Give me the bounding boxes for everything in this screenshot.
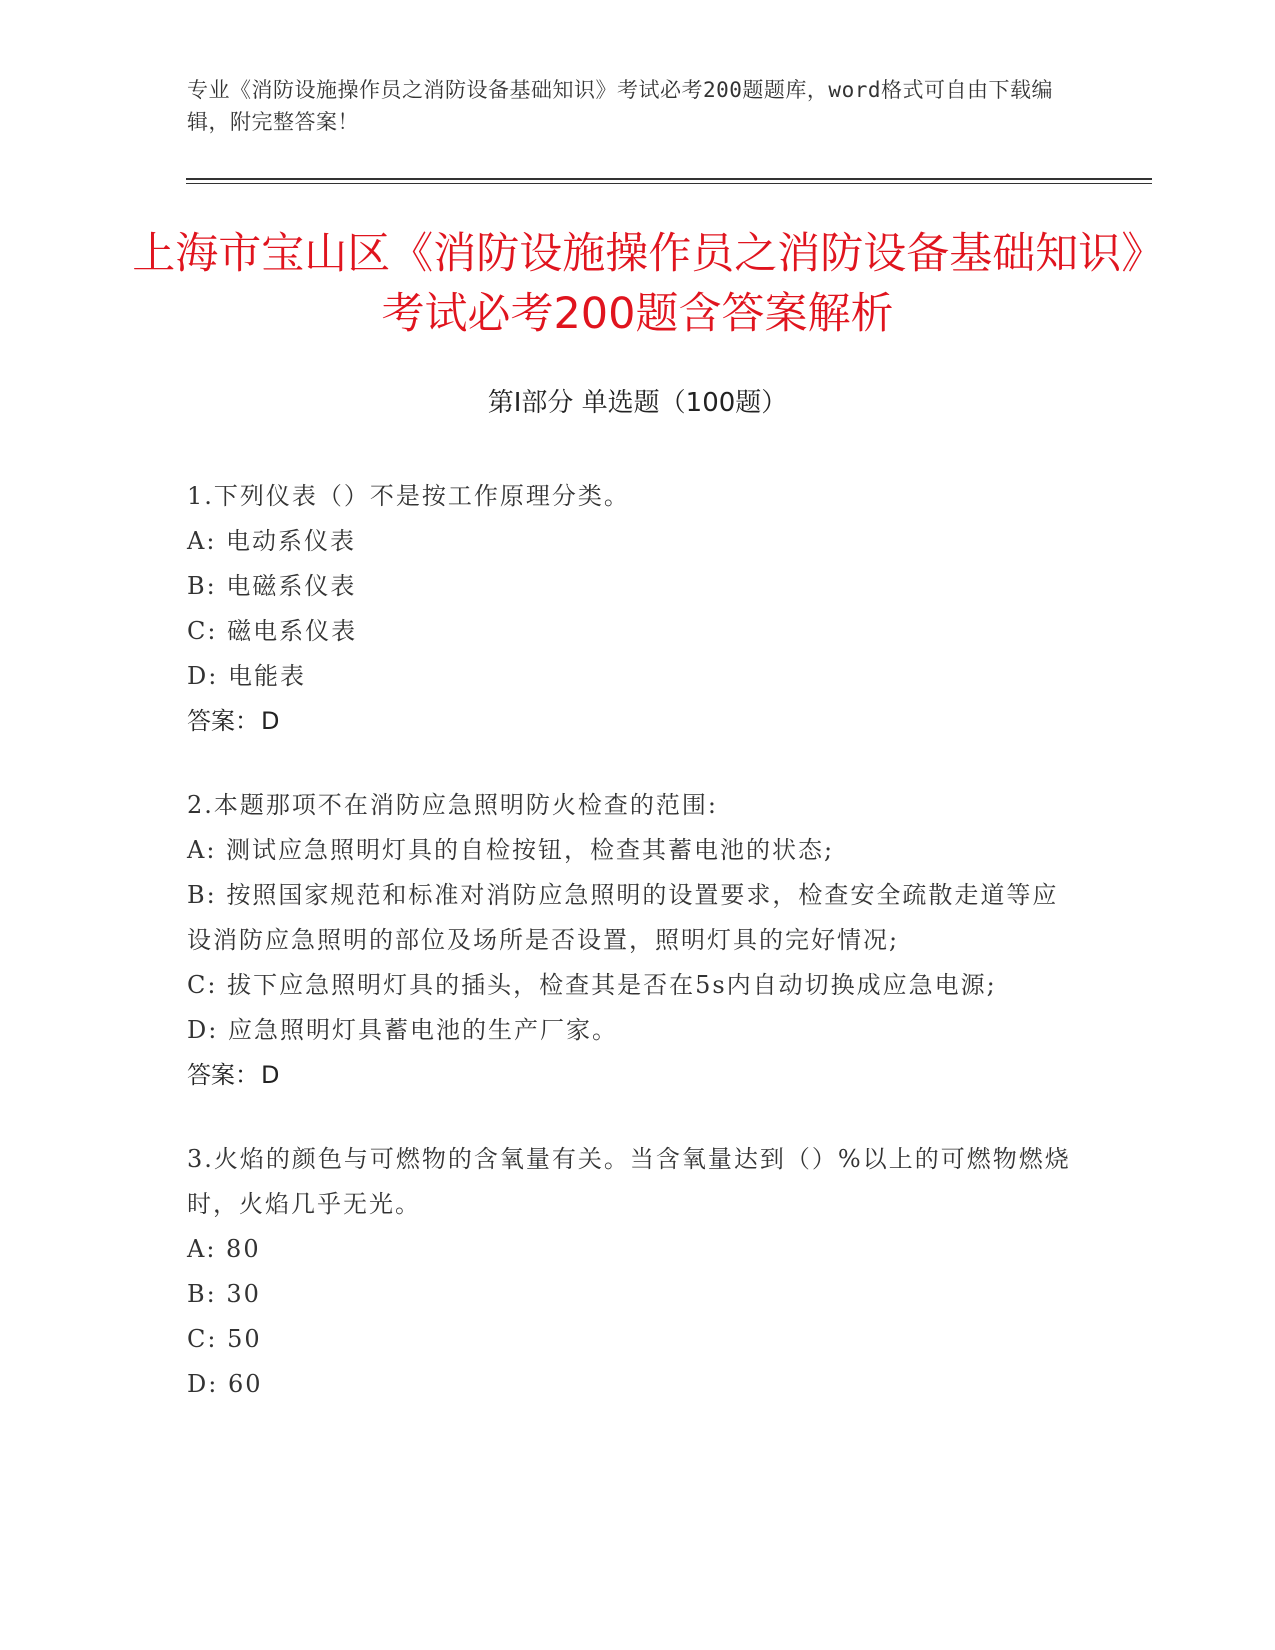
option-c: C: 50	[187, 1325, 262, 1353]
header-note: 专业《消防设施操作员之消防设备基础知识》考试必考200题题库，word格式可自由下载编辑，附完整答案！	[187, 78, 1053, 134]
answer-value: D	[261, 707, 280, 735]
answer-line	[187, 699, 1077, 744]
option-b: B: 30	[187, 1280, 261, 1308]
header-divider-thick	[186, 178, 1152, 180]
question-stem: 2.本题那项不在消防应急照明防火检查的范围:	[187, 791, 718, 819]
question-2	[187, 783, 1077, 1098]
question-stem: 3.火焰的颜色与可燃物的含氧量有关。当含氧量达到（）%以上的可燃物燃烧时，火焰几乎无光。	[187, 1145, 1071, 1218]
answer-value: D	[261, 1061, 280, 1089]
option-d: D: 电能表	[187, 662, 306, 690]
question-list	[187, 474, 1077, 1446]
option-a: A: 80	[187, 1235, 261, 1263]
question-stem: 1.下列仪表（）不是按工作原理分类。	[187, 482, 630, 510]
document-title: 上海市宝山区《消防设施操作员之消防设备基础知识》考试必考200题含答案解析	[132, 229, 1143, 339]
question-1	[187, 474, 1077, 744]
option-d: D: 60	[187, 1370, 263, 1398]
option-c: C: 磁电系仪表	[187, 617, 358, 645]
header-divider-thin	[186, 183, 1152, 184]
option-d: D: 应急照明灯具蓄电池的生产厂家。	[187, 1016, 618, 1044]
option-b: B: 电磁系仪表	[187, 572, 357, 600]
option-a: A: 电动系仪表	[187, 527, 357, 555]
answer-line	[187, 1053, 1077, 1098]
option-b: B: 按照国家规范和标准对消防应急照明的设置要求，检查安全疏散走道等应设消防应急照明的部位及场所是否设置，照明灯具的完好情况;	[187, 881, 1059, 954]
option-a: A: 测试应急照明灯具的自检按钮，检查其蓄电池的状态;	[187, 836, 835, 864]
section-title: 第I部分 单选题（100题）	[487, 388, 788, 418]
answer-label: 答案：	[187, 1061, 259, 1089]
option-c: C: 拔下应急照明灯具的插头，检查其是否在5s内自动切换成应急电源;	[187, 971, 997, 999]
answer-label: 答案：	[187, 707, 259, 735]
question-3	[187, 1137, 1077, 1407]
